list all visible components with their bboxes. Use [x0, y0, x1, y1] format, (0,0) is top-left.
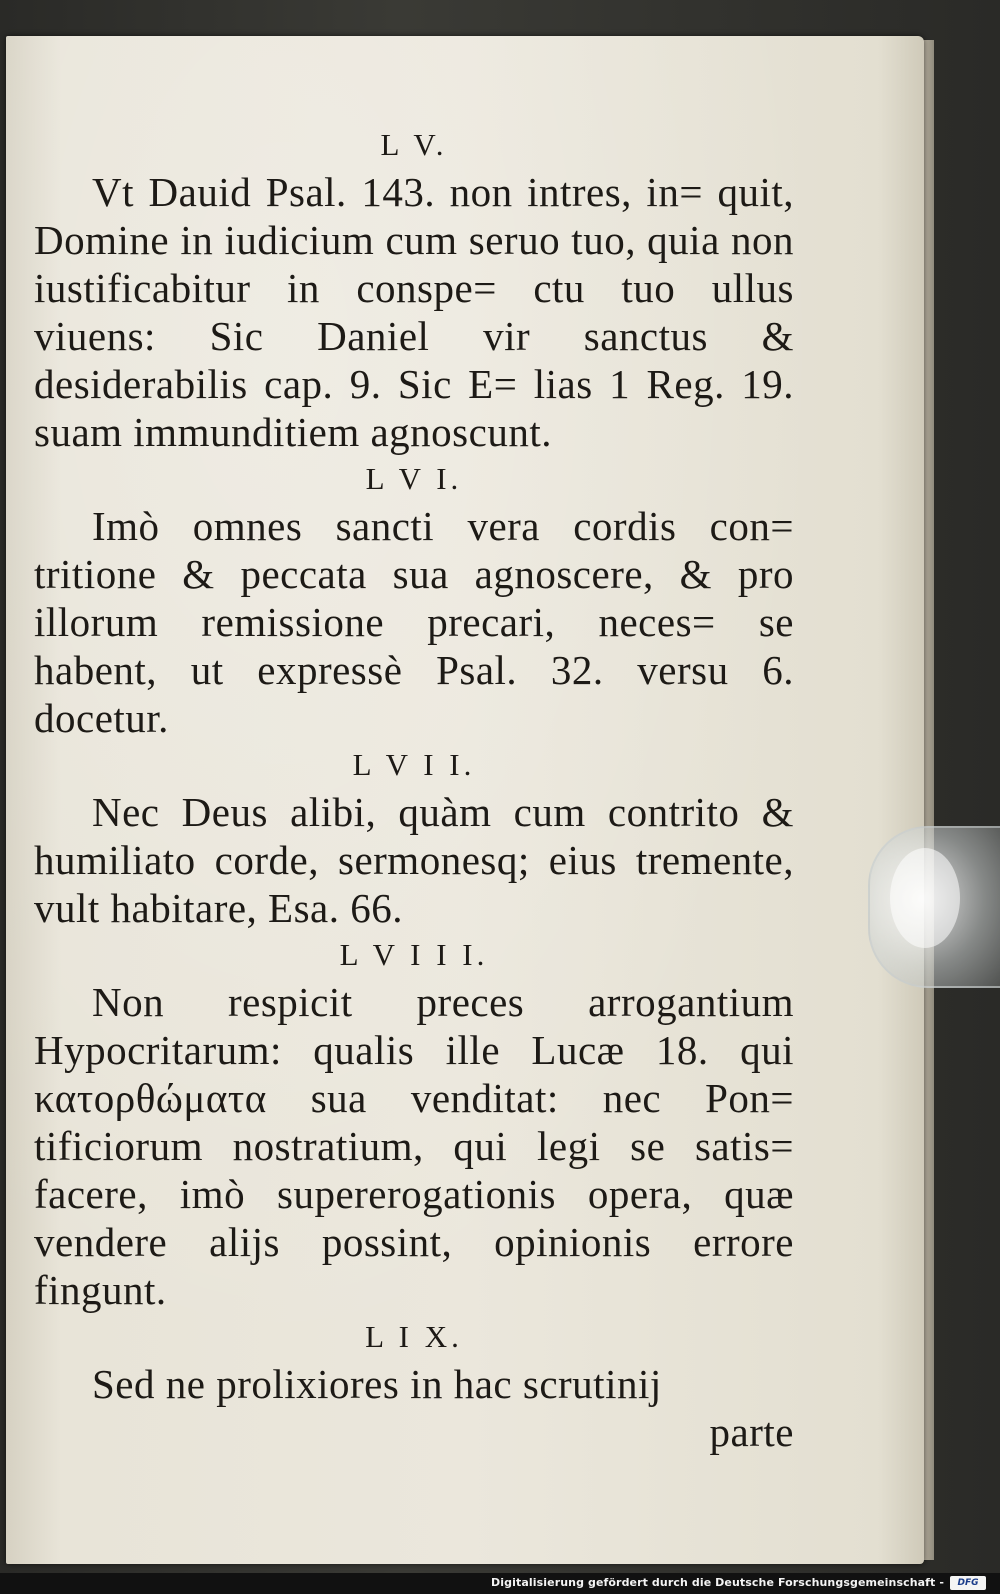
clip-glare	[890, 848, 960, 948]
dfg-logo-text: DFG	[957, 1578, 979, 1588]
section-heading-lviii: L V I I I.	[339, 937, 489, 972]
section-heading-lv: L V.	[380, 127, 448, 162]
section-heading-lvii: L V I I.	[352, 747, 476, 782]
page-text	[34, 122, 794, 1456]
dfg-logo-icon	[950, 1576, 986, 1590]
catchword: parte	[709, 1409, 794, 1455]
section-text-lvi: Imò omnes sancti vera cordis con= tritione & peccata sua agnoscere, & pro illorum remissione precari, neces= se habent, ut expressè Psal. 32. versu 6. docetur.	[34, 503, 794, 741]
section-heading-lix: L I X.	[365, 1319, 463, 1354]
footer-credit: Digitalisierung gefördert durch die Deutsche Forschungsgemeinschaft -	[491, 1576, 944, 1589]
section-text-lix: Sed ne prolixiores in hac scrutinij	[92, 1361, 662, 1407]
section-text-lvii: Nec Deus alibi, quàm cum contrito & humiliato corde, sermonesq; eius tremente, vult habitare, Esa. 66.	[34, 789, 794, 931]
section-text-lv: Vt Dauid Psal. 143. non intres, in= quit, Domine in iudicium cum seruo tuo, quia non iustificabitur in conspe= ctu tuo ullus viuens: Sic Daniel vir sanctus & desiderabilis cap. 9. Sic E= lias 1 Reg. 19. suam immunditiem agnoscunt.	[34, 169, 794, 455]
section-text-lviii: Non respicit preces arrogantium Hypocritarum: qualis ille Lucæ 18. qui κατορθώματα sua venditat: nec Pon= tificiorum nostratium, qui legi se satis= facere, imò supererogationis opera, quæ vendere alijs possint, opinionis errore fingunt.	[34, 979, 794, 1313]
section-heading-lvi: L V I.	[365, 461, 463, 496]
